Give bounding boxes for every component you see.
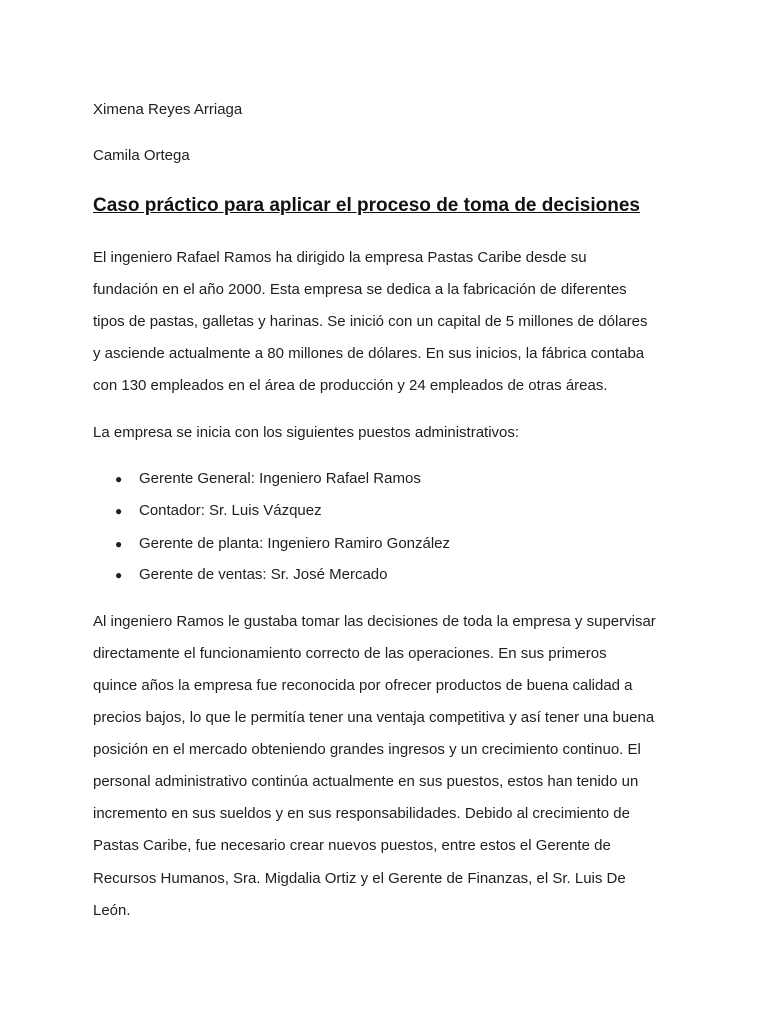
paragraph-line: fundación en el año 2000. Esta empresa se dedica a la fabricación de diferentes: [93, 281, 627, 298]
paragraph-line: directamente el funcionamiento correcto de las operaciones. En sus primeros: [93, 645, 607, 662]
bullet-icon: ●: [115, 472, 123, 486]
list-item: [115, 566, 387, 584]
paragraph-line: personal administrativo continúa actualmente en sus puestos, estos han tenido un: [93, 773, 639, 790]
bullet-icon: ●: [115, 504, 123, 518]
bullet-icon: ●: [115, 537, 123, 551]
paragraph-line: Recursos Humanos, Sra. Migdalia Ortiz y el Gerente de Finanzas, el Sr. Luis De: [93, 870, 626, 887]
list-item: [115, 470, 421, 488]
document-title: Caso práctico para aplicar el proceso de toma de decisiones: [93, 195, 640, 216]
paragraph-line: quince años la empresa fue reconocida por ofrecer productos de buena calidad a: [93, 677, 633, 694]
list-item-text: Gerente General: Ingeniero Rafael Ramos: [139, 470, 421, 487]
paragraph-positions-intro: La empresa se inicia con los siguientes puestos administrativos:: [93, 424, 520, 441]
paragraph-line: El ingeniero Rafael Ramos ha dirigido la empresa Pastas Caribe desde su: [93, 249, 587, 266]
paragraph-line: tipos de pastas, galletas y harinas. Se inició con un capital de 5 millones de dólares: [93, 313, 648, 330]
list-item-text: Contador: Sr. Luis Vázquez: [139, 502, 322, 519]
paragraph-line: y asciende actualmente a 80 millones de dólares. En sus inicios, la fábrica contaba: [93, 345, 645, 362]
paragraph-line: precios bajos, lo que le permitía tener una ventaja competitiva y así tener una buena: [93, 709, 655, 726]
list-item-text: Gerente de ventas: Sr. José Mercado: [139, 566, 388, 583]
paragraph-line: Pastas Caribe, fue necesario crear nuevos puestos, entre estos el Gerente de: [93, 837, 611, 854]
bullet-icon: ●: [115, 568, 123, 582]
paragraph-line: León.: [93, 902, 131, 919]
author-name-1: Ximena Reyes Arriaga: [93, 101, 243, 118]
list-item: [115, 535, 450, 553]
paragraph-line: incremento en sus sueldos y en sus responsabilidades. Debido al crecimiento de: [93, 805, 630, 822]
list-item: [115, 502, 322, 520]
paragraph-line: con 130 empleados en el área de producción y 24 empleados de otras áreas.: [93, 377, 608, 394]
list-item-text: Gerente de planta: Ingeniero Ramiro González: [139, 535, 451, 552]
paragraph-line: posición en el mercado obteniendo grandes ingresos y un crecimiento continuo. El: [93, 741, 641, 758]
author-name-2: Camila Ortega: [93, 147, 190, 164]
paragraph-line: Al ingeniero Ramos le gustaba tomar las decisiones de toda la empresa y supervisar: [93, 613, 656, 630]
